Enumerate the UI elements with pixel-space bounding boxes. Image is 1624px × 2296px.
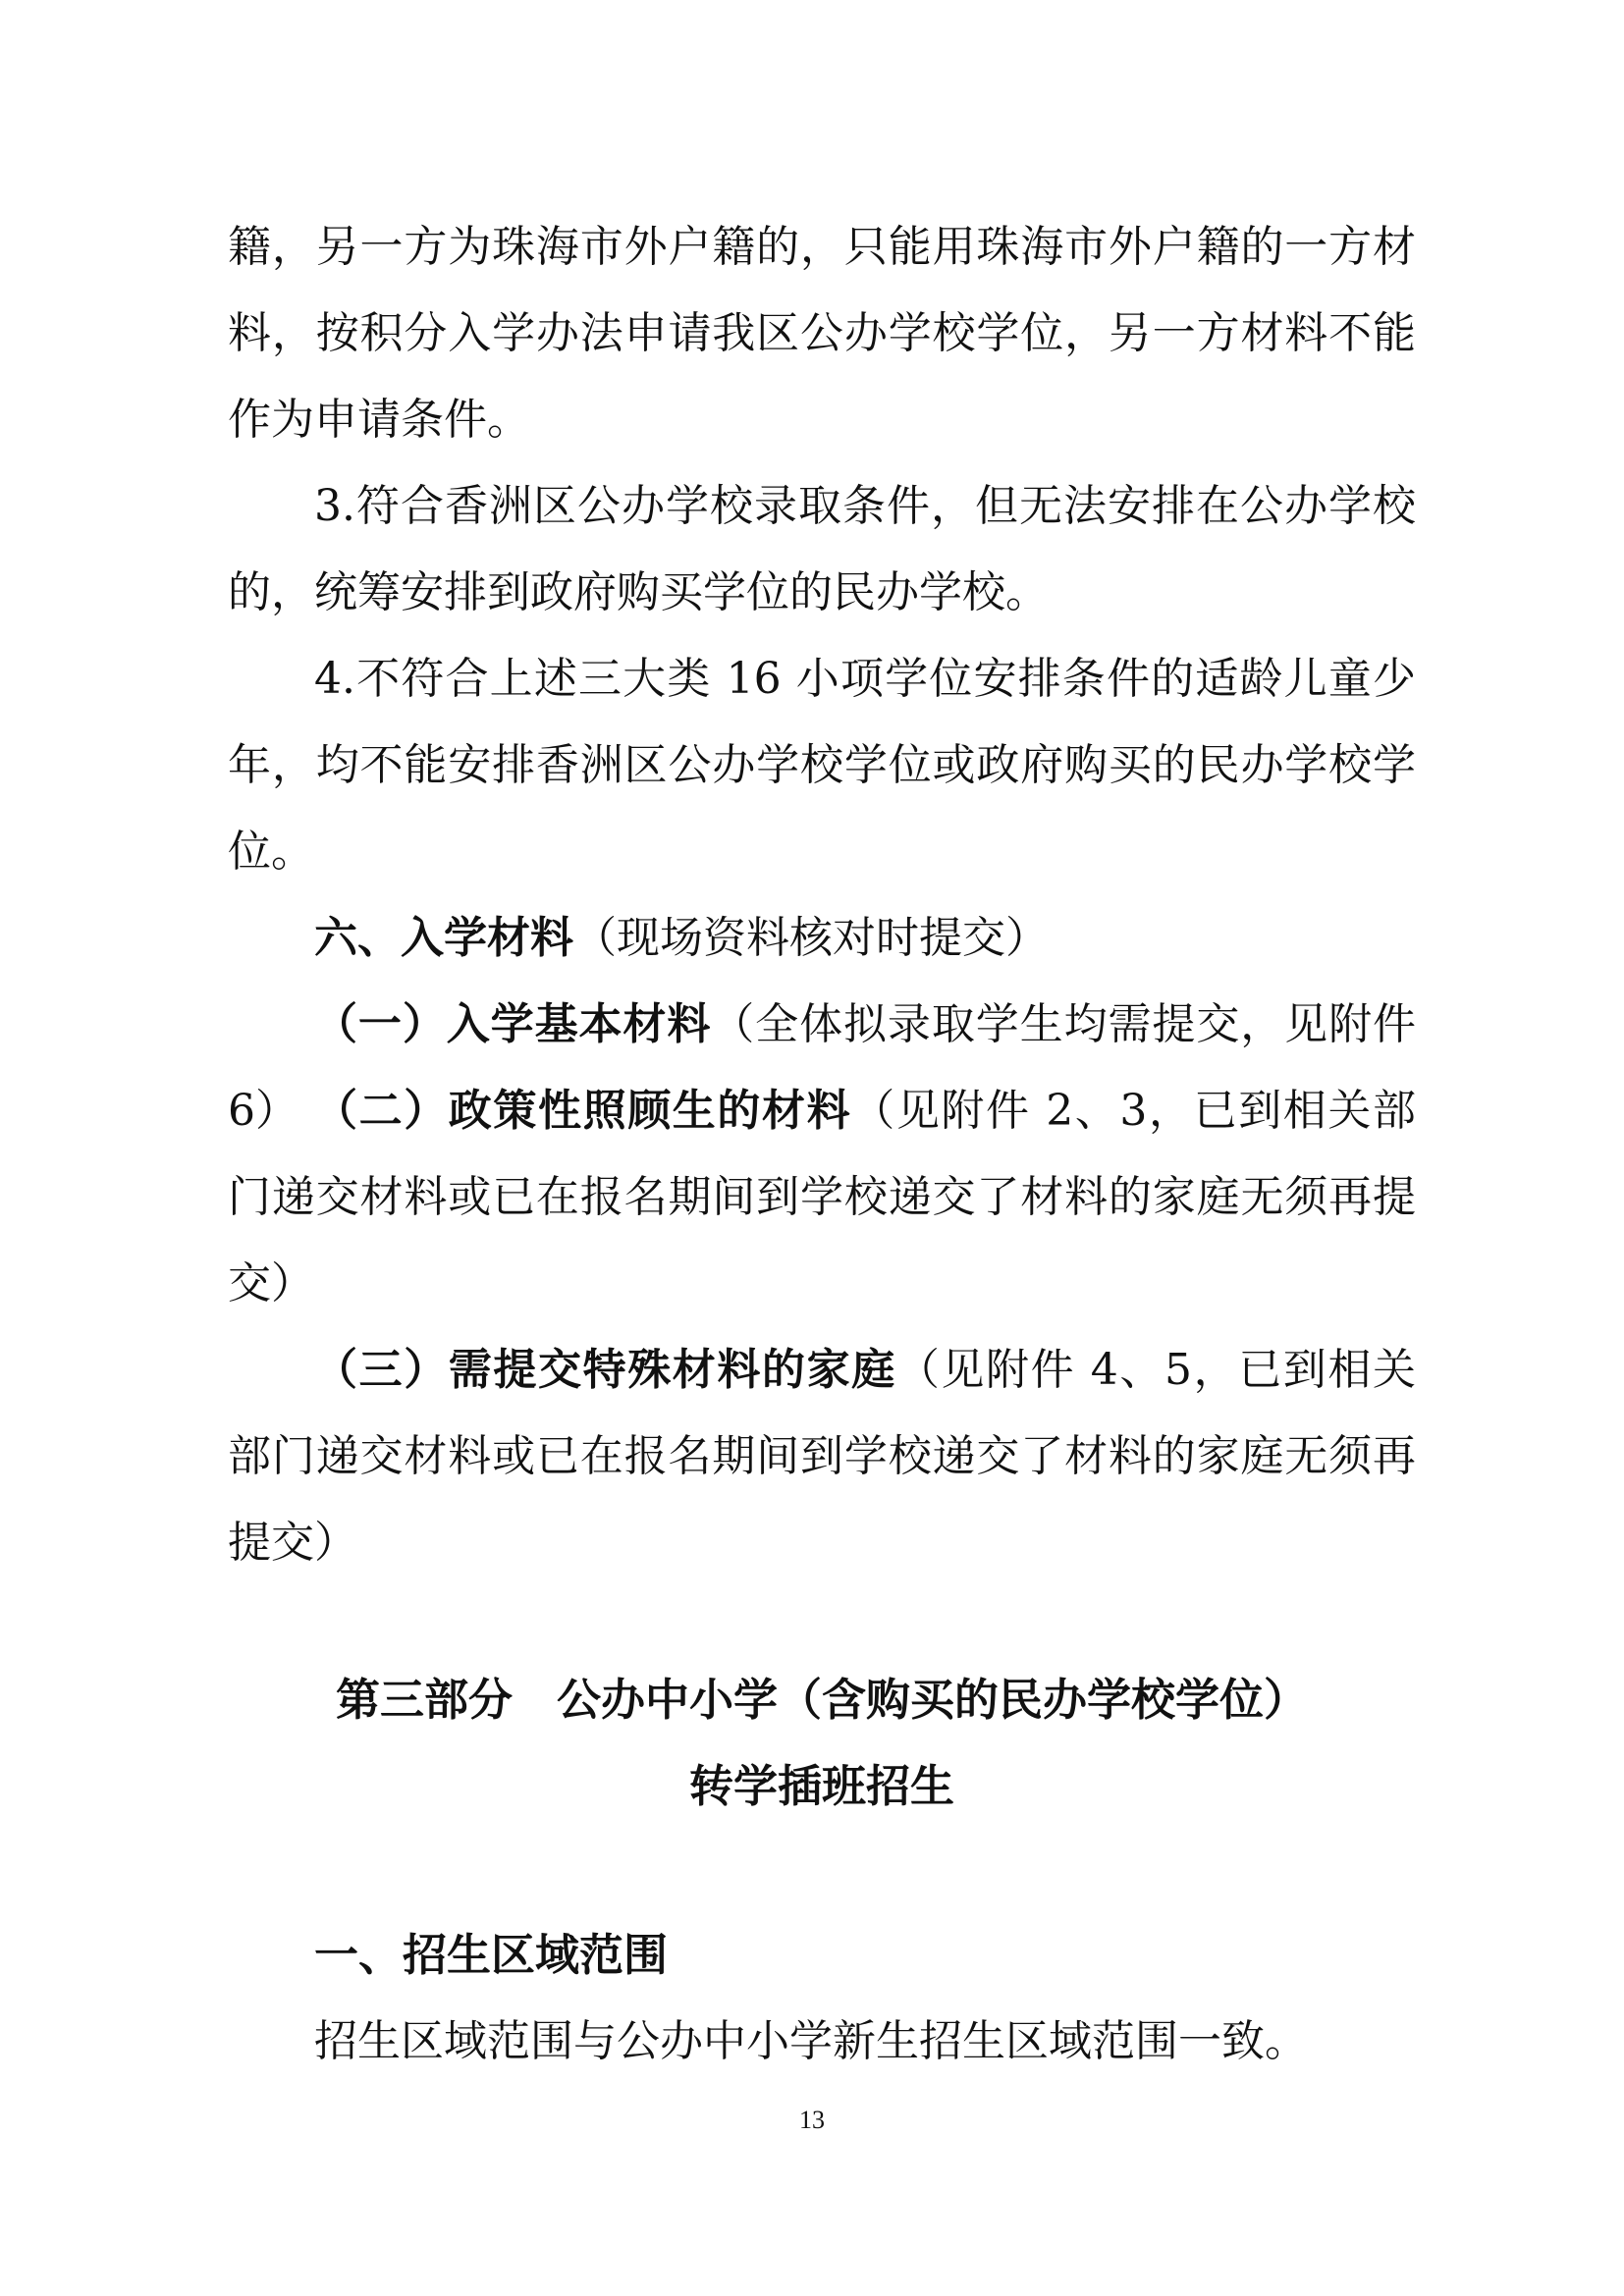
section-6-item-1-note: （全体拟录取学生均需提交，见附件 6） [228, 999, 1416, 1136]
section-6-heading-line [228, 895, 1416, 982]
paragraph-item-3: 3.符合香洲区公办学校录取条件，但无法安排在公办学校的，统筹安排到政府购买学位的民办学校。 [228, 481, 1416, 617]
section-6-item-3-note: （见附件 4、5，已到相关部门递交材料或已在报名期间到学校递交了材料的家庭无须再提交） [228, 1345, 1416, 1568]
part-3-title-line-2: 转学插班招生 [688, 1760, 954, 1812]
section-6-item-2 [228, 1068, 1416, 1327]
paragraph-item-4: 4.不符合上述三大类 16 小项学位安排条件的适龄儿童少年，均不能安排香洲区公办学校学位或政府购买的民办学校学位。 [228, 654, 1416, 877]
paragraph-residency-continued: 籍，另一方为珠海市外户籍的，只能用珠海市外户籍的一方材料，按积分入学办法申请我区公办学校学位，另一方材料不能作为申请条件。 [228, 222, 1416, 445]
section-6-item-2-note: （见附件 2、3，已到相关部门递交材料或已在报名期间到学校递交了材料的家庭无须再提交） [228, 1086, 1417, 1308]
section-6-item-3-title: （三）需提交特殊材料的家庭 [314, 1345, 896, 1395]
part-3-subsection-1-heading: 一、招生区域范围 [314, 1929, 669, 1981]
page-number: 13 [799, 2106, 825, 2134]
section-6-item-2-title: （二）政策性照顾生的材料 [314, 1086, 852, 1136]
section-6-item-1-title: （一）入学基本材料 [314, 999, 712, 1049]
section-6-heading: 六、入学材料 [314, 913, 573, 963]
section-6-item-3 [228, 1327, 1416, 1586]
section-6-heading-note: （现场资料核对时提交） [573, 913, 1049, 963]
part-3-title-line-1: 第三部分 公办中小学（含购买的民办学校学位） [335, 1674, 1308, 1726]
part-3-subsection-1-text: 招生区域范围与公办中小学新生招生区域范围一致。 [314, 2016, 1308, 2066]
